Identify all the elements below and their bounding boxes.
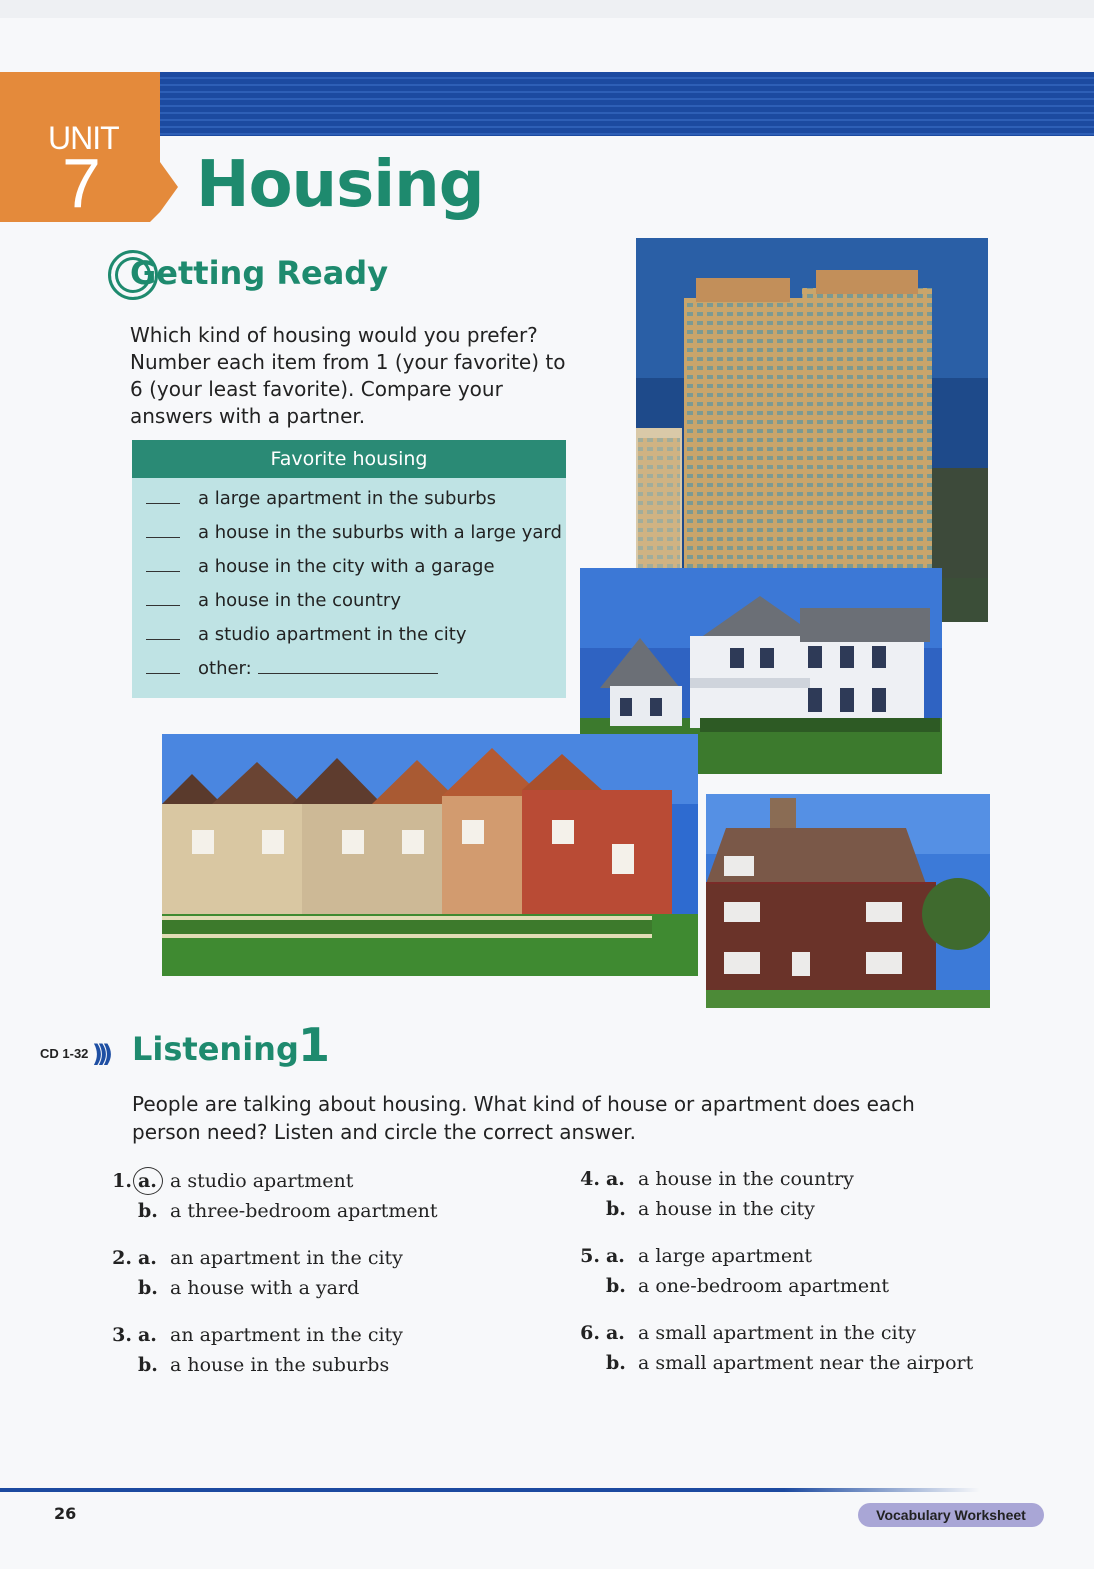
option-letter-b[interactable]: b. <box>138 1354 158 1376</box>
vocabulary-worksheet-badge[interactable]: Vocabulary Worksheet <box>858 1503 1044 1527</box>
question-number: 6. <box>580 1322 600 1344</box>
question-1 <box>104 1166 437 1226</box>
favorite-housing-list <box>132 478 566 692</box>
option-letter-a[interactable]: a. <box>606 1322 625 1344</box>
option-b-text[interactable]: a house in the city <box>638 1198 815 1220</box>
photo-highrise-apartments <box>636 238 988 622</box>
rank-blank[interactable] <box>146 556 180 572</box>
option-a-text[interactable]: a studio apartment <box>170 1170 354 1192</box>
rank-blank[interactable] <box>146 590 180 606</box>
option-letter-a[interactable]: a. <box>138 1324 157 1346</box>
list-item-text: a house in the suburbs with a large yard <box>198 522 562 543</box>
list-item-text: a house in the country <box>198 590 401 611</box>
list-item <box>146 556 566 590</box>
question-6 <box>572 1318 973 1378</box>
favorite-housing-box <box>132 440 566 698</box>
unit-title: Housing <box>196 148 484 222</box>
other-input-line[interactable] <box>258 658 438 674</box>
option-letter-a[interactable]: a. <box>138 1247 157 1269</box>
question-3 <box>104 1320 403 1380</box>
option-b-text[interactable]: a small apartment near the airport <box>638 1352 974 1374</box>
list-item-text: a large apartment in the suburbs <box>198 488 497 509</box>
photo-country-house <box>706 794 990 1008</box>
list-item-text: a studio apartment in the city <box>198 624 467 645</box>
getting-ready-title: Getting Ready <box>130 254 389 292</box>
option-b-text[interactable]: a one-bedroom apartment <box>638 1275 889 1297</box>
list-item <box>146 488 566 522</box>
listening-title: Listening <box>132 1030 299 1068</box>
list-item <box>146 590 566 624</box>
list-item-text: other: <box>198 658 252 679</box>
option-letter-a[interactable]: a. <box>606 1245 625 1267</box>
option-a-text[interactable]: a large apartment <box>638 1245 812 1267</box>
list-item-text: a house in the city with a garage <box>198 556 495 577</box>
rank-blank[interactable] <box>146 488 180 504</box>
option-letter-b[interactable]: b. <box>606 1352 626 1374</box>
unit-label: UNIT <box>48 120 119 156</box>
footer-rule <box>0 1488 980 1492</box>
header-band <box>0 72 1094 136</box>
rank-blank[interactable] <box>146 522 180 538</box>
list-item <box>146 522 566 556</box>
list-item <box>146 624 566 658</box>
option-a-text[interactable]: an apartment in the city <box>170 1247 403 1269</box>
option-a-text[interactable]: a small apartment in the city <box>638 1322 916 1344</box>
option-letter-b[interactable]: b. <box>606 1198 626 1220</box>
favorite-housing-header: Favorite housing <box>132 440 566 478</box>
option-letter-a[interactable]: a. <box>138 1170 164 1192</box>
rank-blank[interactable] <box>146 658 180 674</box>
cd-track-label: CD 1-32 <box>40 1046 89 1061</box>
option-letter-b[interactable]: b. <box>606 1275 626 1297</box>
audio-waves-icon: ))) <box>92 1040 107 1068</box>
photo-townhouses <box>162 734 698 976</box>
listening-number: 1 <box>298 1018 331 1072</box>
listening-instructions: People are talking about housing. What kind of house or apartment does each person need? Listen and circle the correct answer. <box>132 1092 915 1144</box>
question-number: 4. <box>580 1168 600 1190</box>
unit-number: 7 <box>62 144 101 222</box>
option-letter-a[interactable]: a. <box>606 1168 625 1190</box>
question-number: 2. <box>112 1247 132 1269</box>
page-number: 26 <box>54 1504 77 1523</box>
question-4 <box>572 1164 854 1224</box>
question-number: 1. <box>112 1170 132 1192</box>
option-letter-b[interactable]: b. <box>138 1200 158 1222</box>
option-letter-b[interactable]: b. <box>138 1277 158 1299</box>
question-number: 3. <box>112 1324 132 1346</box>
option-b-text[interactable]: a house with a yard <box>170 1277 360 1299</box>
question-5 <box>572 1241 889 1301</box>
question-number: 5. <box>580 1245 600 1267</box>
option-b-text[interactable]: a three-bedroom apartment <box>170 1200 438 1222</box>
option-a-text[interactable]: a house in the country <box>638 1168 854 1190</box>
getting-ready-instructions: Which kind of housing would you prefer? Number each item from 1 (your favorite) to 6 (your least favorite). Compare your answers with a partner. <box>130 323 566 428</box>
list-item <box>146 658 566 692</box>
option-b-text[interactable]: a house in the suburbs <box>170 1354 390 1376</box>
rank-blank[interactable] <box>146 624 180 640</box>
option-a-text[interactable]: an apartment in the city <box>170 1324 403 1346</box>
question-2 <box>104 1243 403 1303</box>
top-strip <box>0 0 1094 18</box>
